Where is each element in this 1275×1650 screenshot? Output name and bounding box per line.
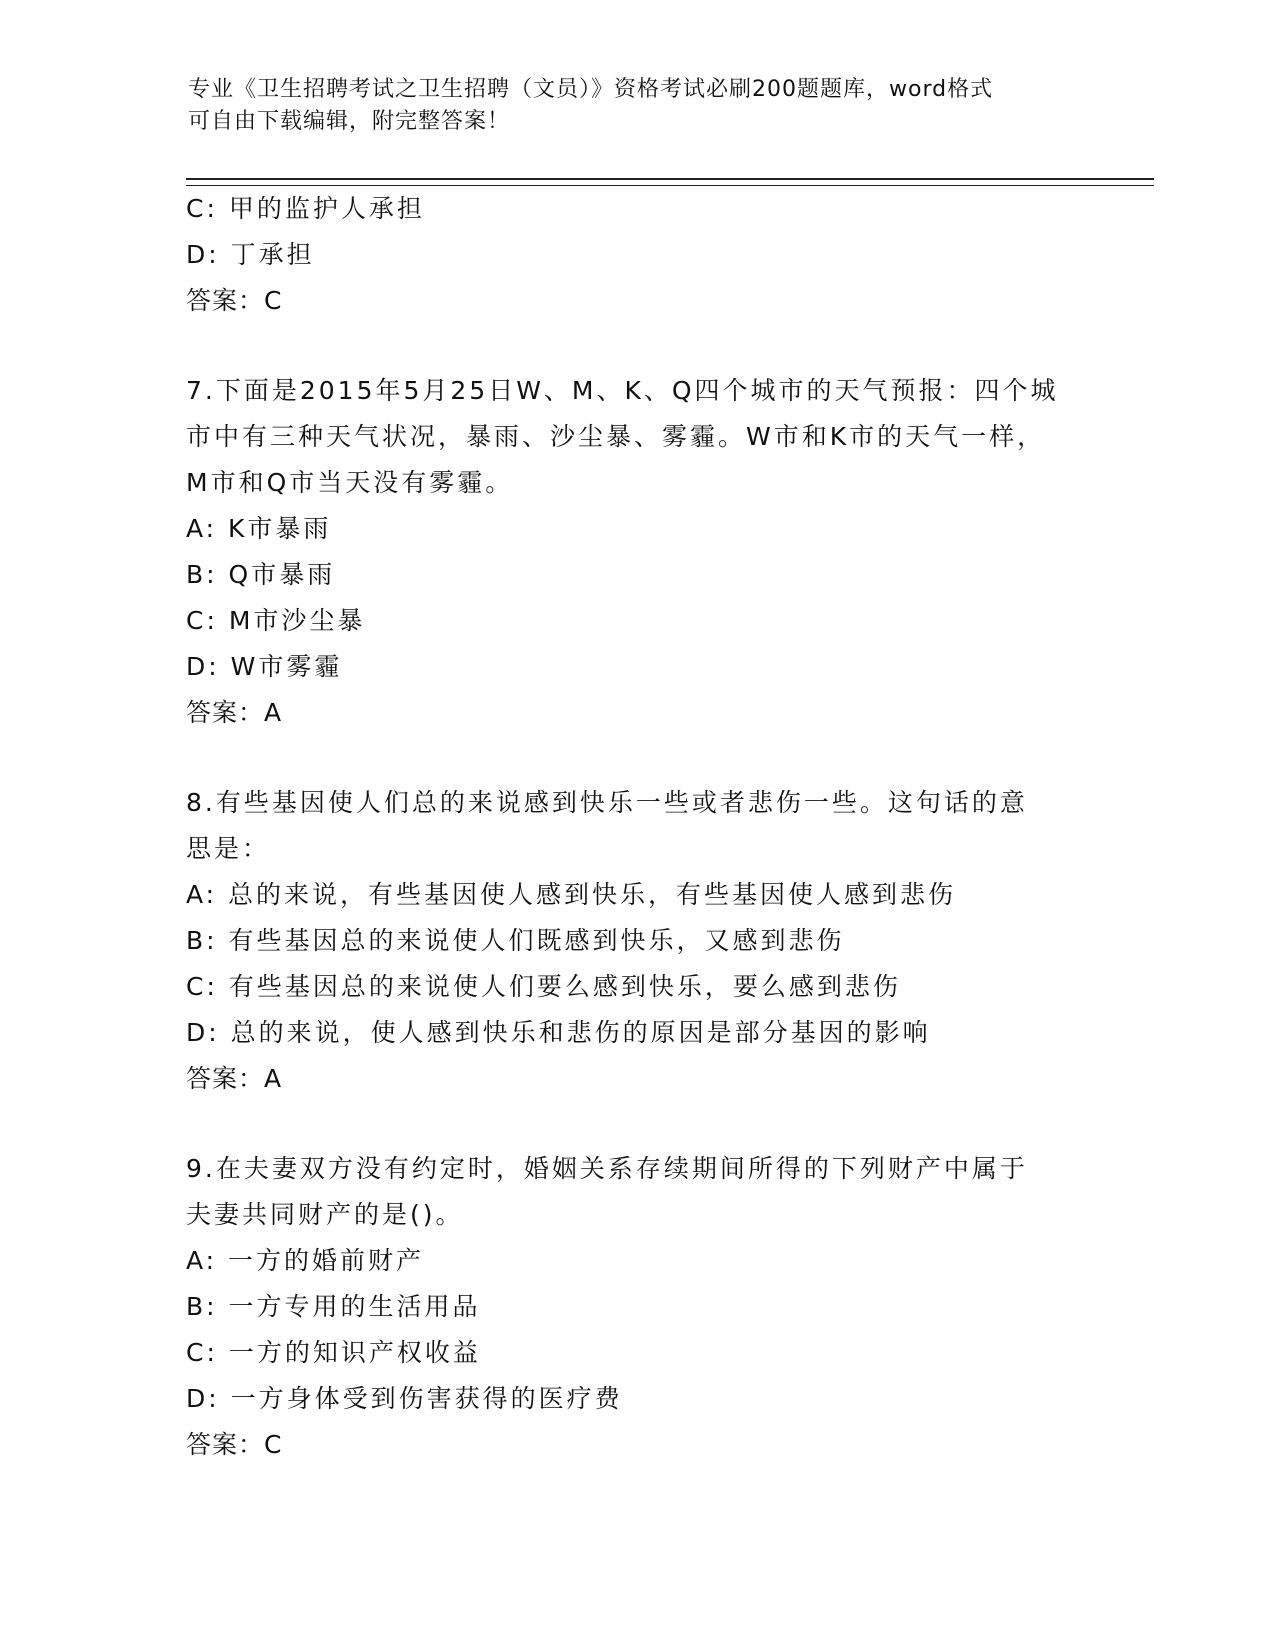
- option-c: C: 有些基因总的来说使人们要么感到快乐，要么感到悲伤: [186, 972, 901, 1001]
- answer-line: 答案：A: [186, 1064, 283, 1093]
- option-b: B: 一方专用的生活用品: [186, 1292, 481, 1321]
- question-stem-line: 8.有些基因使人们总的来说感到快乐一些或者悲伤一些。这句话的意: [186, 788, 1028, 817]
- question-stem-line: 7.下面是2015年5月25日W、M、K、Q四个城市的天气预报：四个城: [186, 376, 1059, 405]
- option-a: A: K市暴雨: [186, 514, 332, 543]
- document-header: [188, 74, 1088, 138]
- option-b: B: 有些基因总的来说使人们既感到快乐，又感到悲伤: [186, 926, 845, 955]
- question-9: [186, 1146, 1086, 1468]
- header-line-1: 专业《卫生招聘考试之卫生招聘（文员）》资格考试必刷200题题库，word格式: [188, 77, 994, 102]
- option-d: D: 总的来说，使人感到快乐和悲伤的原因是部分基因的影响: [186, 1018, 931, 1047]
- header-divider: [186, 178, 1154, 186]
- option-d: D: 一方身体受到伤害获得的医疗费: [186, 1384, 623, 1413]
- question-8: [186, 780, 1086, 1102]
- carryover-block: [186, 186, 1086, 324]
- question-stem-line: 9.在夫妻双方没有约定时，婚姻关系存续期间所得的下列财产中属于: [186, 1154, 1028, 1183]
- answer-line: 答案：C: [186, 1430, 283, 1459]
- option-c: C: 一方的知识产权收益: [186, 1338, 481, 1367]
- option-a: A: 总的来说，有些基因使人感到快乐，有些基因使人感到悲伤: [186, 880, 957, 909]
- option-c: C: M市沙尘暴: [186, 606, 366, 635]
- question-7: [186, 368, 1086, 736]
- option-d: D: W市雾霾: [186, 652, 343, 681]
- question-stem-line: 思是：: [186, 834, 271, 863]
- option-a: A: 一方的婚前财产: [186, 1246, 425, 1275]
- option-b: B: Q市暴雨: [186, 560, 336, 589]
- option-d: D: 丁承担: [186, 240, 315, 269]
- question-body: [186, 186, 1086, 1468]
- option-c: C: 甲的监护人承担: [186, 194, 425, 223]
- header-line-2: 可自由下载编辑，附完整答案！: [188, 109, 511, 134]
- question-stem-line: 市中有三种天气状况，暴雨、沙尘暴、雾霾。W市和K市的天气一样，: [186, 422, 1046, 451]
- question-stem-line: M市和Q市当天没有雾霾。: [186, 468, 514, 497]
- answer-line: 答案：A: [186, 698, 283, 727]
- answer-line: 答案：C: [186, 286, 283, 315]
- question-stem-line: 夫妻共同财产的是()。: [186, 1200, 464, 1229]
